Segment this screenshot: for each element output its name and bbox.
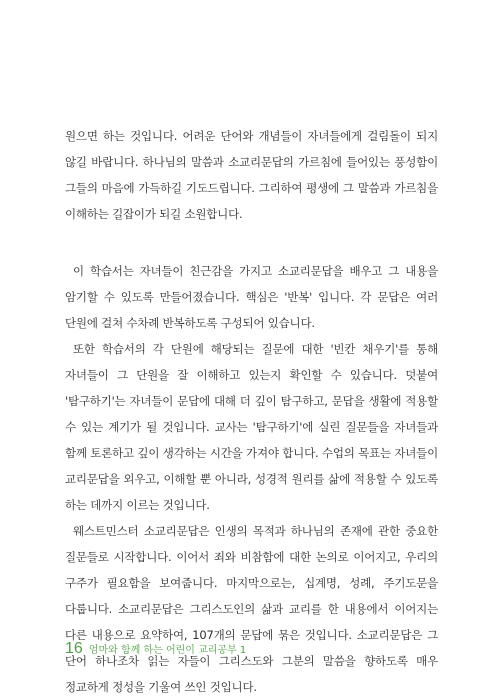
body-section xyxy=(65,258,438,700)
intro-section xyxy=(65,123,438,227)
paragraph-closing-hope: 원으면 하는 것입니다. 어려운 단어와 개념들이 자녀들에게 걸림돌이 되지 않길 바랍니다. 하나님의 말씀과 소교리문답의 가르침에 들어있는 풍성함이 그들의 마음에 가득하길 기도드립니다. 그리하여 평생에 그 말씀과 가르침을 이해하는 길잡이가 되길 소원합니다. xyxy=(65,129,438,221)
paragraph-study-features: 또한 학습서의 각 단원에 해당되는 질문에 대한 '빈칸 채우기'를 통해 자녀들이 그 단원을 잘 이해하고 있는지 확인할 수 있습니다. 덧붙여 '탐구하기'는 자녀들이 문답에 대해 더 깊이 탐구하고, 문답을 생활에 적용할 수 있는 계기가 될 것입니다. 교사는 '탐구하기'에 실린 질문들을 자녀들과 함께 토론하고 깊이 생각하는 시간을 가져야 합니다. 수업의 목표는 자녀들이 교리문답을 외우고, 이해할 뿐 아니라, 성경적 원리를 삶에 적용할 수 있도록 하는 데까지 이르는 것입니다. xyxy=(65,342,438,512)
page-number: 16 xyxy=(65,640,83,657)
paragraph-catechism-summary: 웨스트민스터 소교리문답은 인생의 목적과 하나님의 존재에 관한 중요한 질문들로 시작합니다. 이어서 죄와 비참함에 대한 논의로 이어지고, 우리의 구주가 필요함을 보여줍니다. 마지막으로는, 십계명, 성례, 주기도문을 다룹니다. 소교리문답은 그리스도인의 삶과 교리를 한 내용에서 이어지는 다른 내용으로 요약하여, 107개의 문답에 묶은 것입니다. 소교리문답은 그 단어 하나조차 읽는 자들이 그리스도와 그분의 말씀을 향하도록 매우 정교하게 정성을 기울여 쓰인 것입니다. xyxy=(65,524,438,694)
running-title: 엄마와 함께 하는 어린이 교리공부 1 xyxy=(88,645,247,656)
page-footer xyxy=(65,640,246,662)
paragraph-study-purpose: 이 학습서는 자녀들이 친근감을 가지고 소교리문답을 배우고 그 내용을 암기할 수 있도록 만들어졌습니다. 핵심은 '반복' 입니다. 각 문답은 여러 단원에 걸쳐 수차례 반복하도록 구성되어 있습니다. xyxy=(65,264,438,330)
